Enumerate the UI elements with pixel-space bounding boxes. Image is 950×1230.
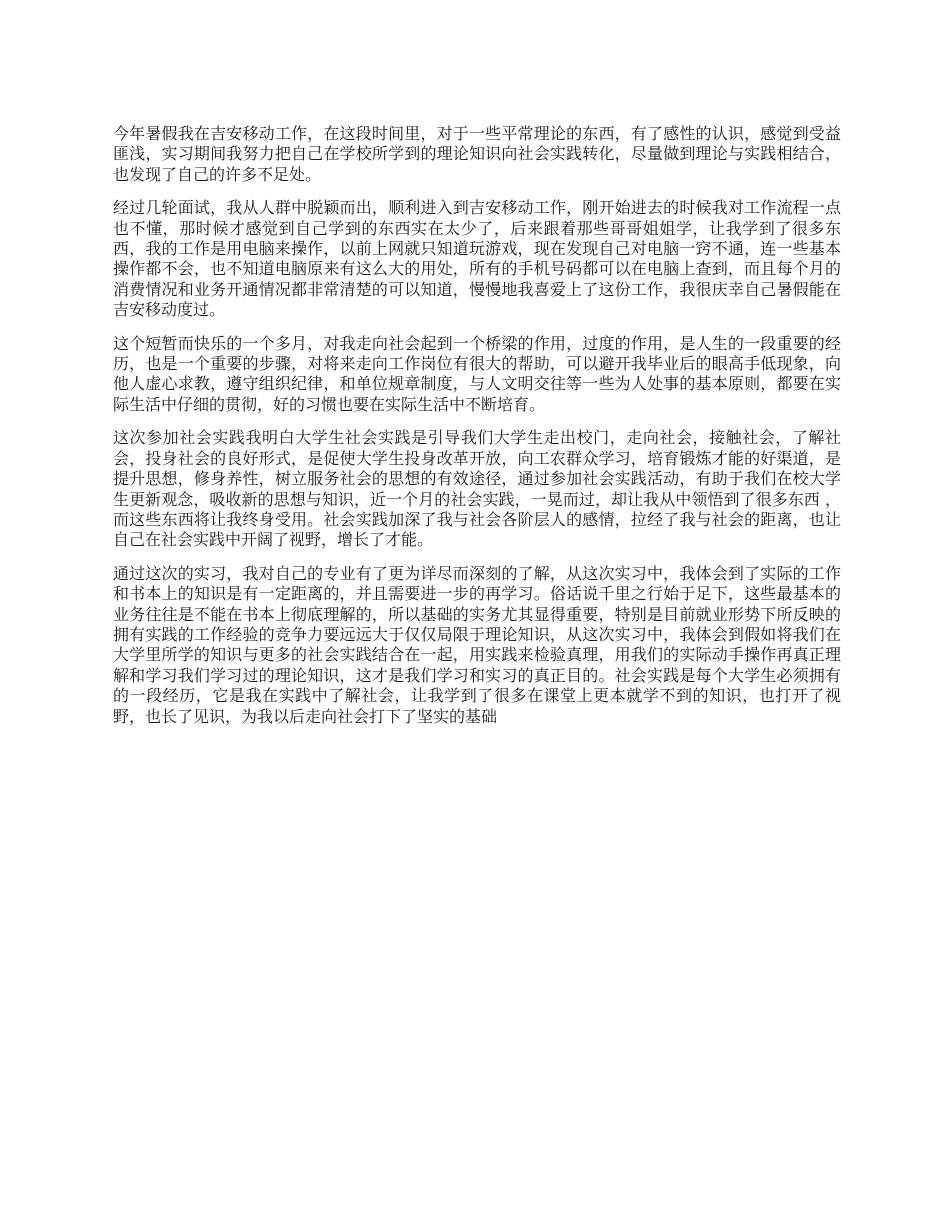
document-body xyxy=(113,124,841,740)
paragraph-2: 经过几轮面试，我从人群中脱颖而出，顺利进入到吉安移动工作，刚开始进去的时候我对工作流程一点也不懂，那时候才感觉到自己学到的东西实在太少了，后来跟着那些哥哥姐姐学，让我学到了很多东西，我的工作是用电脑来操作，以前上网就只知道玩游戏，现在发现自己对电脑一窍不通，连一些基本操作都不会，也不知道电脑原来有这么大的用处，所有的手机号码都可以在电脑上查到，而且每个月的消费情况和业务开通情况都非常清楚的可以知道，慢慢地我喜爱上了这份工作，我很庆幸自己暑假能在吉安移动度过。 xyxy=(113,198,841,320)
paragraph-1: 今年暑假我在吉安移动工作，在这段时间里，对于一些平常理论的东西，有了感性的认识，感觉到受益匪浅，实习期间我努力把自己在学校所学到的理论知识向社会实践转化，尽量做到理论与实践相结合，也发现了自己的许多不足处。 xyxy=(113,124,841,184)
paragraph-5: 通过这次的实习，我对自己的专业有了更为详尽而深刻的了解，从这次实习中，我体会到了实际的工作和书本上的知识是有一定距离的，并且需要进一步的再学习。俗话说千里之行始于足下，这些最基本的业务往往是不能在书本上彻底理解的，所以基础的实务尤其显得重要，特别是目前就业形势下所反映的拥有实践的工作经验的竞争力要远远大于仅仅局限于理论知识，从这次实习中，我体会到假如将我们在大学里所学的知识与更多的社会实践结合在一起，用实践来检验真理，用我们的实际动手操作再真正理解和学习我们学习过的理论知识，这才是我们学习和实习的真正目的。社会实践是每个大学生必须拥有的一段经历，它是我在实践中了解社会，让我学到了很多在课堂上更本就学不到的知识，也打开了视野，也长了见识，为我以后走向社会打下了坚实的基础 xyxy=(113,563,841,726)
paragraph-4: 这次参加社会实践我明白大学生社会实践是引导我们大学生走出校门，走向社会，接触社会，了解社会，投身社会的良好形式，是促使大学生投身改革开放，向工农群众学习，培育锻炼才能的好渠道，是提升思想，修身养性，树立服务社会的思想的有效途径，通过参加社会实践活动，有助于我们在校大学生更新观念，吸收新的思想与知识，近一个月的社会实践，一晃而过，却让我从中领悟到了很多东西 ，而这些东西将让我终身受用。社会实践加深了我与社会各阶层人的感情，拉经了我与社会的距离，也让自己在社会实践中开阔了视野，增长了才能。 xyxy=(113,428,841,550)
paragraph-3: 这个短暂而快乐的一个多月，对我走向社会起到一个桥梁的作用，过度的作用，是人生的一段重要的经历，也是一个重要的步骤，对将来走向工作岗位有很大的帮助，可以避开我毕业后的眼高手低现象，向他人虚心求教，遵守组织纪律，和单位规章制度，与人文明交往等一些为人处事的基本原则，都要在实际生活中仔细的贯彻，好的习惯也要在实际生活中不断培育。 xyxy=(113,333,841,414)
